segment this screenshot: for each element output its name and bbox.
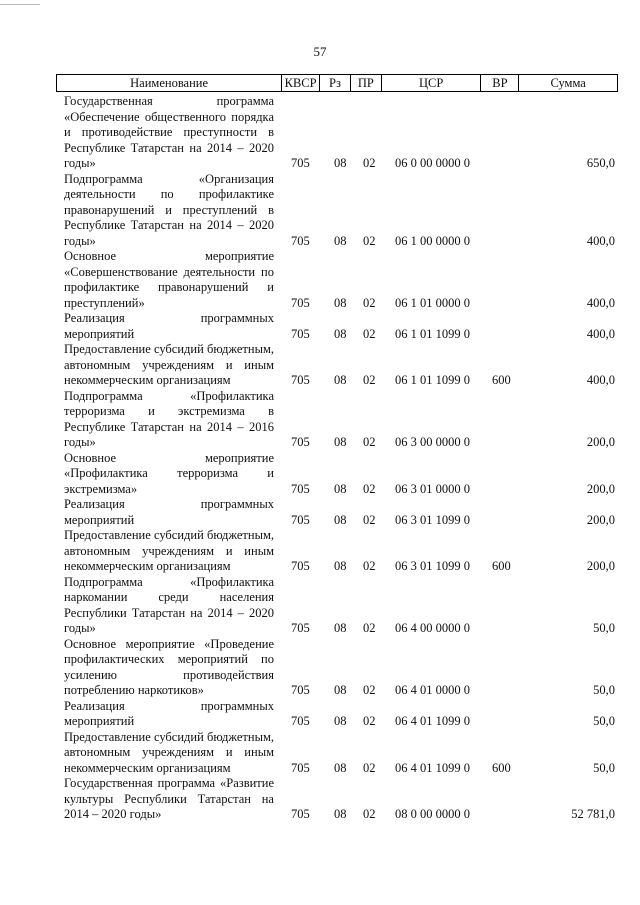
row-csr: 06 1 01 1099 0 bbox=[395, 326, 470, 341]
table-row bbox=[0, 575, 640, 637]
row-csr: 06 4 01 0000 0 bbox=[395, 683, 470, 697]
row-csr: 06 3 01 1099 0 bbox=[395, 512, 470, 527]
row-pr: 02 bbox=[363, 326, 376, 341]
row-pr: 02 bbox=[363, 512, 376, 527]
row-rz: 08 bbox=[334, 295, 347, 310]
row-name: Основное мероприятие «Проведение профилактических мероприятий по усилению противодействия потреблению наркотиков» bbox=[64, 636, 274, 697]
row-pr: 02 bbox=[363, 435, 376, 449]
header-rz: Рз bbox=[320, 75, 351, 91]
table-row bbox=[0, 776, 640, 823]
header-kvsr: КВСР bbox=[282, 75, 320, 91]
table-row bbox=[0, 637, 640, 699]
row-csr: 06 4 00 0000 0 bbox=[395, 621, 470, 635]
row-pr: 02 bbox=[363, 295, 376, 310]
row-rz: 08 bbox=[334, 559, 347, 573]
row-pr: 02 bbox=[363, 621, 376, 635]
row-kvsr: 705 bbox=[291, 512, 310, 527]
header-sum: Сумма bbox=[550, 76, 586, 90]
row-sum: 400,0 bbox=[586, 326, 615, 341]
table-row bbox=[0, 528, 640, 575]
row-pr: 02 bbox=[363, 760, 376, 775]
header-name: Наименование bbox=[57, 75, 282, 91]
row-sum: 50,0 bbox=[593, 714, 615, 728]
row-pr: 02 bbox=[363, 559, 376, 573]
row-rz: 08 bbox=[334, 683, 347, 697]
row-kvsr: 705 bbox=[291, 373, 310, 387]
table-row bbox=[0, 94, 640, 172]
row-csr: 06 3 01 0000 0 bbox=[395, 481, 470, 496]
row-kvsr: 705 bbox=[291, 233, 310, 248]
header-vr: ВР bbox=[481, 75, 519, 91]
scan-edge-mark bbox=[0, 4, 40, 5]
row-kvsr: 705 bbox=[291, 481, 310, 496]
row-name: Подпрограмма «Профилактика наркомании среди населения Республики Татарстан на 2014 – 2020 годы» bbox=[64, 574, 274, 635]
row-rz: 08 bbox=[334, 156, 347, 170]
table-row bbox=[0, 389, 640, 451]
table-row bbox=[0, 172, 640, 250]
row-kvsr: 705 bbox=[291, 760, 310, 775]
row-name: Подпрограмма «Организация деятельности по профилактике правонарушений и преступлений в Республике Татарстан на 2014 – 2020 годы» bbox=[64, 171, 274, 248]
table-header bbox=[56, 74, 618, 92]
row-kvsr: 705 bbox=[291, 683, 310, 697]
row-rz: 08 bbox=[334, 481, 347, 496]
row-pr: 02 bbox=[363, 373, 376, 387]
row-vr: 600 bbox=[492, 373, 511, 387]
row-csr: 06 3 01 1099 0 bbox=[395, 559, 470, 573]
row-rz: 08 bbox=[334, 373, 347, 387]
row-csr: 06 4 01 1099 0 bbox=[395, 760, 470, 775]
row-kvsr: 705 bbox=[291, 559, 310, 573]
table-row bbox=[0, 730, 640, 777]
row-pr: 02 bbox=[363, 683, 376, 697]
row-csr: 06 1 01 0000 0 bbox=[395, 295, 470, 310]
row-sum: 50,0 bbox=[593, 621, 615, 635]
row-name: Реализация программных мероприятий bbox=[64, 311, 274, 341]
row-sum: 52 781,0 bbox=[571, 807, 615, 821]
row-sum: 400,0 bbox=[586, 295, 615, 310]
row-vr: 600 bbox=[492, 559, 511, 573]
row-kvsr: 705 bbox=[291, 807, 310, 821]
table-body bbox=[0, 94, 640, 823]
row-rz: 08 bbox=[334, 435, 347, 449]
row-sum: 200,0 bbox=[586, 435, 615, 449]
row-name: Предоставление субсидий бюджетным, автономным учреждениям и иным некоммерческим организациям bbox=[64, 729, 274, 775]
row-rz: 08 bbox=[334, 760, 347, 775]
table-row bbox=[0, 342, 640, 389]
row-csr: 06 3 00 0000 0 bbox=[395, 435, 470, 449]
row-vr: 600 bbox=[492, 760, 511, 775]
row-rz: 08 bbox=[334, 621, 347, 635]
row-name: Государственная программа «Развитие культуры Республики Татарстан на 2014 – 2020 годы» bbox=[64, 776, 274, 821]
row-sum: 400,0 bbox=[586, 373, 615, 387]
table-row bbox=[0, 497, 640, 528]
row-name: Предоставление субсидий бюджетным, автономным учреждениям и иным некоммерческим организациям bbox=[64, 528, 274, 573]
row-rz: 08 bbox=[334, 512, 347, 527]
row-sum: 650,0 bbox=[586, 156, 615, 170]
row-rz: 08 bbox=[334, 233, 347, 248]
header-csr: ЦСР bbox=[382, 75, 482, 91]
row-kvsr: 705 bbox=[291, 621, 310, 635]
row-sum: 400,0 bbox=[586, 233, 615, 248]
row-csr: 06 0 00 0000 0 bbox=[395, 156, 470, 170]
row-name: Предоставление субсидий бюджетным, автономным учреждениям и иным некоммерческим организациям bbox=[64, 342, 274, 387]
table-row bbox=[0, 311, 640, 342]
table-row bbox=[0, 249, 640, 311]
row-kvsr: 705 bbox=[291, 714, 310, 728]
row-sum: 200,0 bbox=[586, 481, 615, 496]
row-rz: 08 bbox=[334, 326, 347, 341]
table-row bbox=[0, 699, 640, 730]
row-kvsr: 705 bbox=[291, 326, 310, 341]
row-name: Реализация программных мероприятий bbox=[64, 698, 274, 728]
row-sum: 200,0 bbox=[586, 512, 615, 527]
row-name: Основное мероприятие «Профилактика терроризма и экстремизма» bbox=[64, 450, 274, 496]
row-name: Основное мероприятие «Совершенствование деятельности по профилактике правонарушений и преступлений» bbox=[64, 249, 274, 310]
row-kvsr: 705 bbox=[291, 435, 310, 449]
header-pr: ПР bbox=[351, 75, 382, 91]
row-pr: 02 bbox=[363, 233, 376, 248]
row-name: Реализация программных мероприятий bbox=[64, 497, 274, 527]
page-number: 57 bbox=[313, 44, 327, 59]
row-rz: 08 bbox=[334, 807, 347, 821]
row-name: Подпрограмма «Профилактика терроризма и экстремизма в Республике Татарстан на 2014 – 2016 годы» bbox=[64, 388, 274, 449]
table-row bbox=[0, 451, 640, 498]
row-kvsr: 705 bbox=[291, 156, 310, 170]
row-pr: 02 bbox=[363, 481, 376, 496]
row-kvsr: 705 bbox=[291, 295, 310, 310]
row-pr: 02 bbox=[363, 714, 376, 728]
row-name: Государственная программа «Обеспечение общественного порядка и противодействие преступности в Республике Татарстан на 2014 – 2020 годы» bbox=[64, 94, 274, 170]
row-sum: 50,0 bbox=[593, 760, 615, 775]
row-pr: 02 bbox=[363, 156, 376, 170]
row-csr: 08 0 00 0000 0 bbox=[395, 807, 470, 821]
row-csr: 06 1 01 1099 0 bbox=[395, 373, 470, 387]
row-pr: 02 bbox=[363, 807, 376, 821]
row-rz: 08 bbox=[334, 714, 347, 728]
row-csr: 06 1 00 0000 0 bbox=[395, 233, 470, 248]
row-csr: 06 4 01 1099 0 bbox=[395, 714, 470, 728]
row-sum: 200,0 bbox=[586, 559, 615, 573]
row-sum: 50,0 bbox=[593, 683, 615, 697]
